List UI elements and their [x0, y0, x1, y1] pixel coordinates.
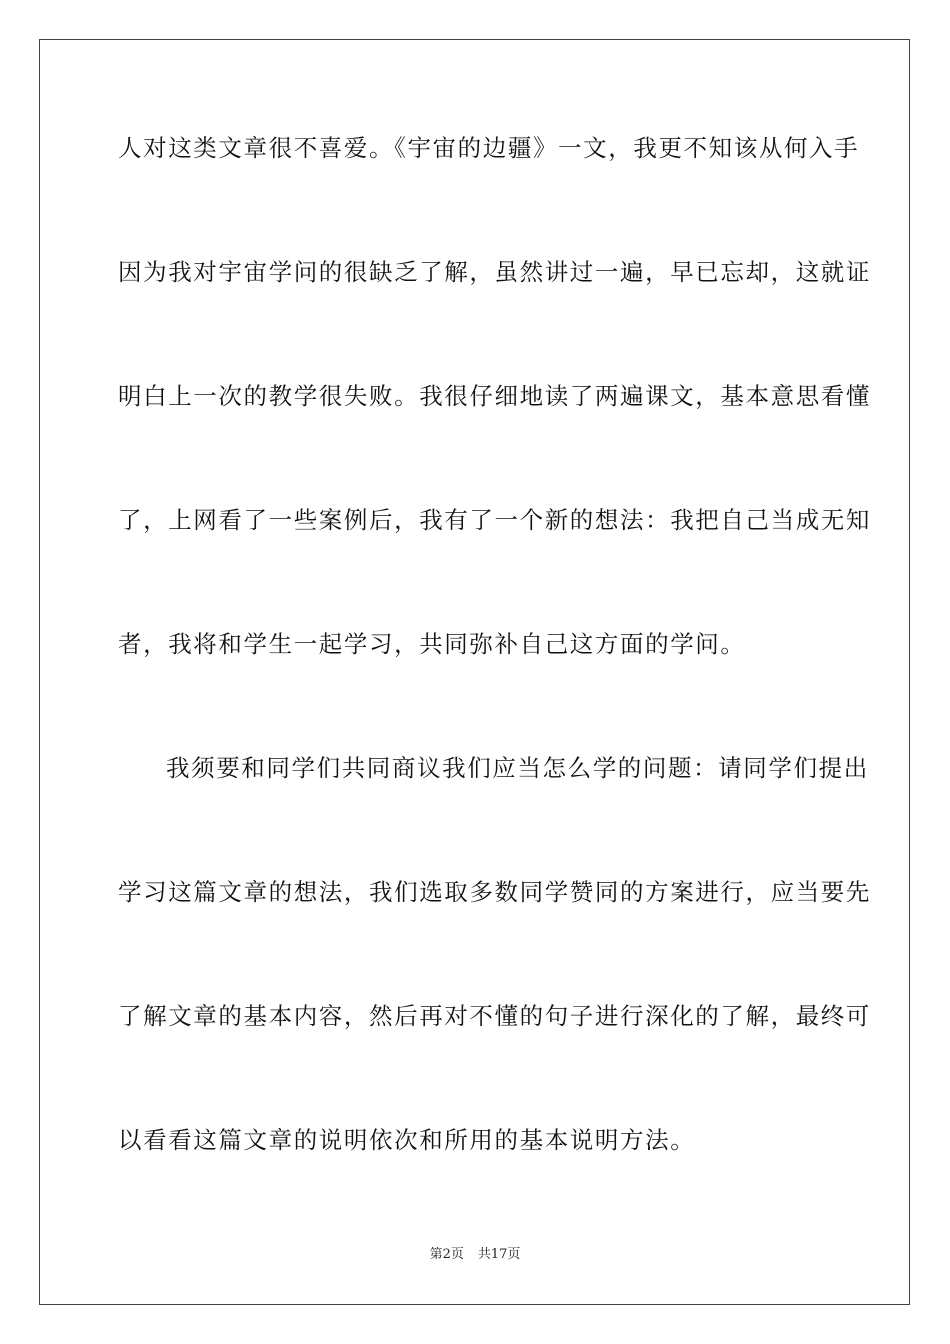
paragraph-line: 以看看这篇文章的说明依次和所用的基本说明方法。	[118, 1126, 696, 1154]
paragraph-line: 了解文章的基本内容，然后再对不懂的句子进行深化的了解，最终可	[118, 1002, 871, 1030]
paragraph-line: 我须要和同学们共同商议我们应当怎么学的问题：请同学们提出	[166, 754, 869, 782]
document-body	[118, 128, 871, 1160]
paragraph-line: 学习这篇文章的想法，我们选取多数同学赞同的方案进行，应当要先	[118, 878, 871, 906]
page-footer	[0, 1246, 950, 1264]
paragraph-line: 者，我将和学生一起学习，共同弥补自己这方面的学问。	[118, 630, 746, 658]
page-number: 第2页	[429, 1247, 464, 1262]
paragraph-line: 人对这类文章很不喜爱。《宇宙的边疆》一文，我更不知该从何入手	[118, 134, 860, 162]
page-total: 共17页	[477, 1247, 521, 1262]
paragraph-line: 因为我对宇宙学问的很缺乏了解，虽然讲过一遍，早已忘却，这就证	[118, 258, 871, 286]
paragraph-line: 明白上一次的教学很失败。我很仔细地读了两遍课文，基本意思看懂	[118, 382, 871, 410]
paragraph-line: 了，上网看了一些案例后，我有了一个新的想法：我把自己当成无知	[118, 506, 871, 534]
